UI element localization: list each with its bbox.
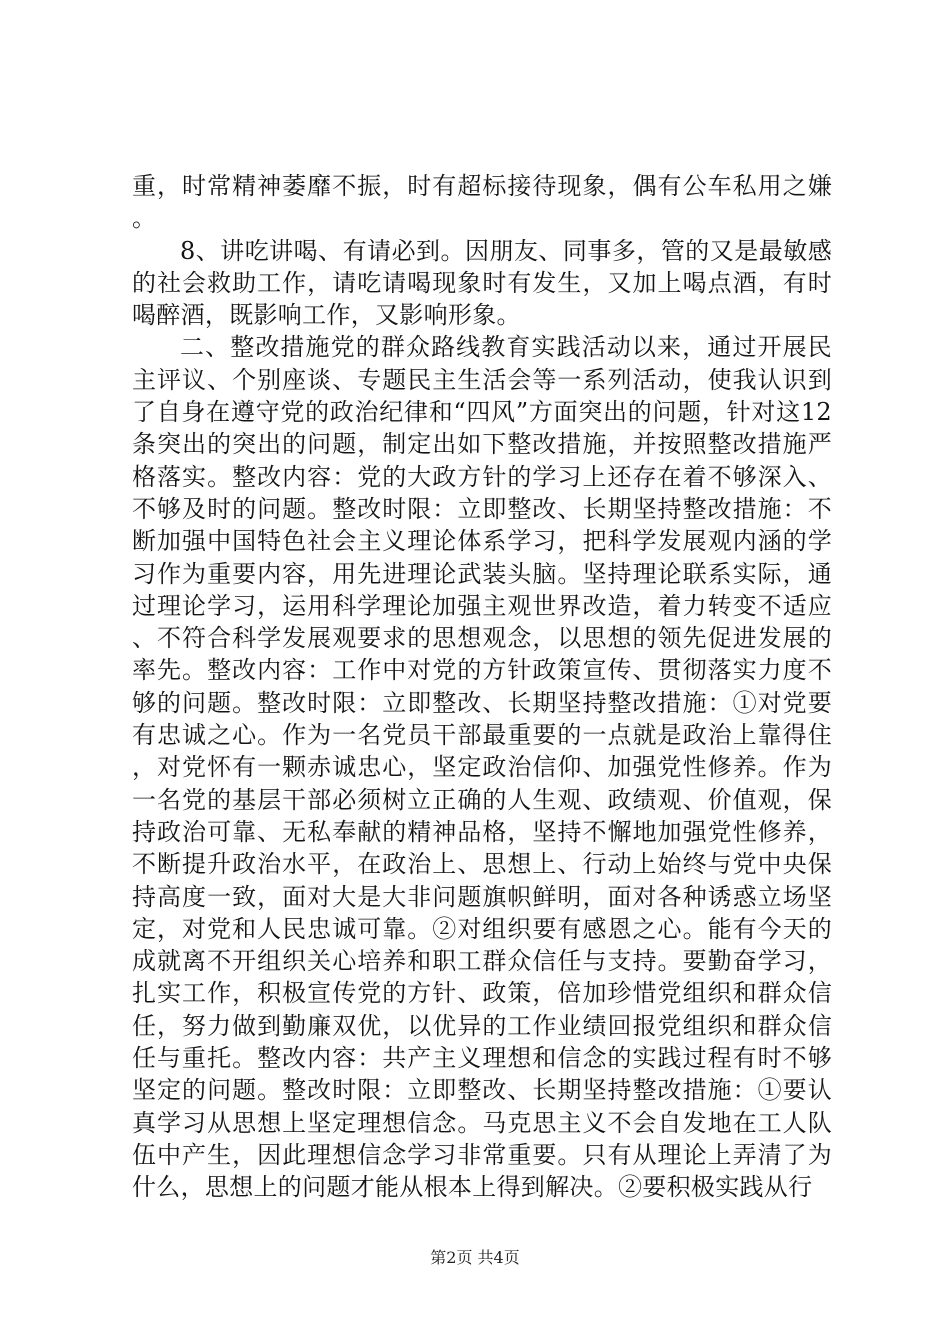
paragraph-rectification-measures: 二、整改措施党的群众路线教育实践活动以来，通过开展民主评议、个别座谈、专题民主生活会等一系列活动，使我认识到了自身在遵守党的政治纪律和“四风”方面突出的问题，针对这12条突出的突出的问题，制定出如下整改措施，并按照整改措施严格落实。整改内容：党的大政方针的学习上还存在着不够深入、不够及时的问题。整改时限：立即整改、长期坚持整改措施：不断加强中国特色社会主义理论体系学习，把科学发展观内涵的学习作为重要内容，用先进理论武装头脑。坚持理论联系实际，通过理论学习，运用科学理论加强主观世界改造，着力转变不适应、不符合科学发展观要求的思想观念，以思想的领先促进发展的率先。整改内容：工作中对党的方针政策宣传、贯彻落实力度不够的问题。整改时限：立即整改、长期坚持整改措施：①对党要有忠诚之心。作为一名党员干部最重要的一点就是政治上靠得住，对党怀有一颗赤诚忠心，坚定政治信仰、加强党性修养。作为一名党的基层干部必须树立正确的人生观、政绩观、价值观，保持政治可靠、无私奉献的精神品格，坚持不懈地加强党性修养，不断提升政治水平，在政治上、思想上、行动上始终与党中央保持高度一致，面对大是大非问题旗帜鲜明，面对各种诱惑立场坚定，对党和人民忠诚可靠。②对组织要有感恩之心。能有今天的成就离不开组织关心培养和职工群众信任与支持。要勤奋学习，扎实工作，积极宣传党的方针、政策，倍加珍惜党组织和群众信任，努力做到勤廉双优，以优异的工作业绩回报党组织和群众信任与重托。整改内容：共产主义理想和信念的实践过程有时不够坚定的问题。整改时限：立即整改、长期坚持整改措施：①要认真学习从思想上坚定理想信念。马克思主义不会自发地在工人队伍中产生，因此理想信念学习非常重要。只有从理论上弄清了为什么，思想上的问题才能从根本上得到解决。②要积极实践从行 (132, 333, 832, 1202)
document-body (132, 170, 832, 1204)
page-number-footer: 第2页 共4页 (430, 1248, 520, 1267)
paragraph-continued: 重，时常精神萎靡不振，时有超标接待现象，偶有公车私用之嫌。 (132, 172, 832, 233)
paragraph-item-8: 8、讲吃讲喝、有请必到。因朋友、同事多，管的又是最敏感的社会救助工作，请吃请喝现象时有发生，又加上喝点酒，有时喝醉酒，既影响工作，又影响形象。 (132, 236, 832, 330)
